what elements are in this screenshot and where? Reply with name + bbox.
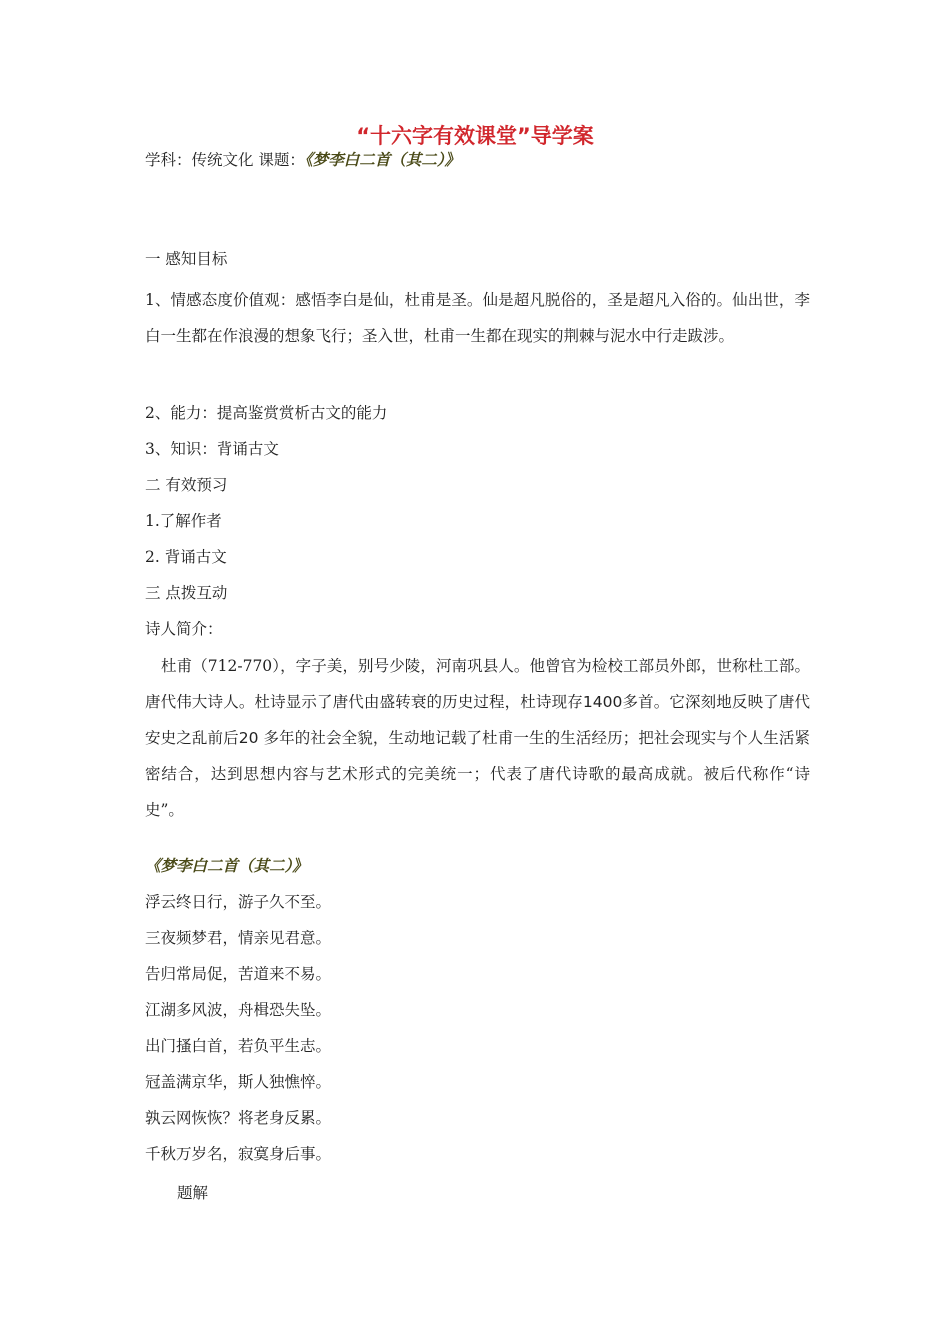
bio-text-1: 杜甫（712-770），字子美，别号少陵，河南巩县人。他曾官为检校工部员外郎，世称杜工部。唐代伟大诗人。杜诗显示了唐代由盛转衰的历史过程，杜诗现存 (145, 657, 810, 711)
preview-item-author: 1.了解作者 (145, 512, 222, 530)
poem-line: 浮云终日行，游子久不至。 (145, 893, 332, 911)
subject-line (145, 149, 460, 171)
subject-prefix: 学科：传统文化 课题： (145, 151, 305, 169)
poet-intro-label: 诗人简介： (145, 620, 223, 638)
section-heading-interaction: 三 点拨互动 (145, 584, 228, 602)
poem-line: 告归常局促，苦道来不易。 (145, 965, 332, 983)
poem-line: 冠盖满京华，斯人独憔悴。 (145, 1073, 332, 1091)
bio-text-3: 多年的社会全貌，生动地记载了杜甫一生的生活经历；把社会现实与个人生活紧密结合，达到思想内容与艺术形式的完美统一；代表了唐代诗歌的最高成就。被后代称作“诗史”。 (145, 729, 810, 819)
section-heading-goals: 一 感知目标 (145, 250, 228, 268)
poet-biography (145, 648, 810, 828)
page-title: “十六字有效课堂”导学案 (356, 124, 594, 148)
poem-line: 千秋万岁名，寂寞身后事。 (145, 1145, 332, 1163)
poem-line: 出门搔白首，若负平生志。 (145, 1037, 332, 1055)
preview-item-recite: 2. 背诵古文 (145, 548, 227, 566)
poem-title: 《梦李白二首（其二）》 (145, 856, 308, 875)
goal-item-ability: 2、能力：提高鉴赏赏析古文的能力 (145, 404, 388, 422)
bio-number-years: 20 (238, 729, 259, 747)
poem-line: 孰云网恢恢？将老身反累。 (145, 1109, 332, 1127)
bio-number-poems: 1400 (582, 693, 623, 711)
divider-line: ____________________________________________________________________________ (145, 212, 695, 224)
goal-item-values: 1、情感态度价值观：感悟李白是仙，杜甫是圣。仙是超凡脱俗的，圣是超凡入俗的。仙出世，李白一生都在作浪漫的想象飞行；圣入世，杜甫一生都在现实的荆棘与泥水中行走跋涉。 (145, 291, 810, 345)
poem-line: 三夜频梦君，情亲见君意。 (145, 929, 332, 947)
goal-item-knowledge: 3、知识：背诵古文 (145, 440, 279, 458)
poem-line: 江湖多风波，舟楫恐失坠。 (145, 1001, 332, 1019)
bio-text-2: 多首。它深刻地反映了唐代安史之乱前后 (145, 693, 810, 747)
section-heading-explanation: 题解 (177, 1184, 209, 1202)
section-heading-preview: 二 有效预习 (145, 476, 228, 494)
topic-title: 《梦李白二首（其二）》 (304, 150, 460, 169)
